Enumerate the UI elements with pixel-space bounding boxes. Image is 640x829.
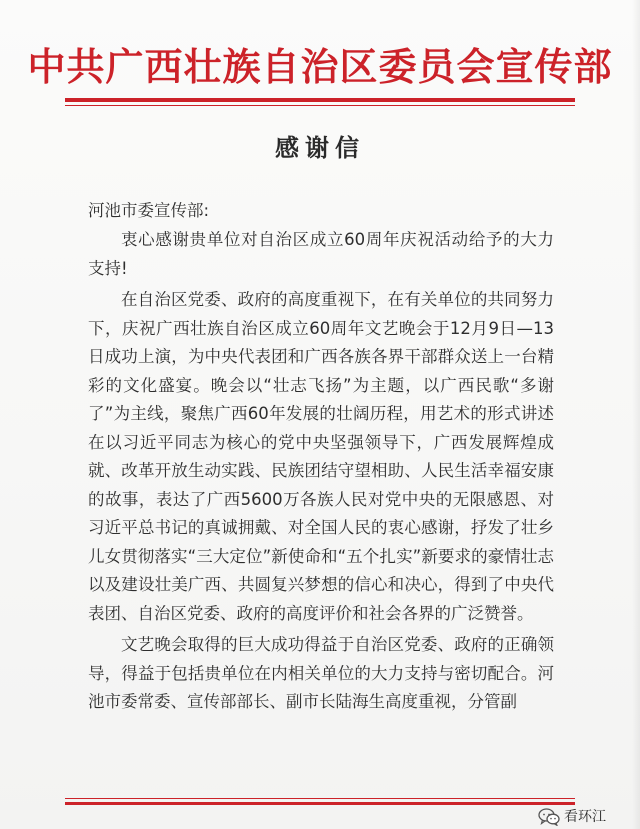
wechat-watermark xyxy=(538,808,606,826)
letterhead-rule-thin xyxy=(65,105,575,106)
letter-body xyxy=(88,226,554,717)
letterhead-rule-thick xyxy=(65,98,575,102)
page-edge-shadow xyxy=(632,0,640,829)
footer-rule-thin xyxy=(65,798,575,799)
letter-salutation: 河池市委宣传部: xyxy=(88,201,210,220)
letterhead-organization: 中共广西壮族自治区委员会宣传部 xyxy=(27,44,613,89)
letter-title: 感谢信 xyxy=(275,133,365,162)
body-paragraph-3: 文艺晚会取得的巨大成功得益于自治区党委、政府的正确领导，得益于包括贵单位在内相关单位的大力支持与密切配合。河池市委常委、宣传部部长、副市长陆海生高度重视，分管副 xyxy=(88,635,554,711)
body-paragraph-1: 衷心感谢贵单位对自治区成立60周年庆祝活动给予的大力支持! xyxy=(88,230,554,278)
footer-rule-thick xyxy=(65,802,575,805)
watermark-text: 看环江 xyxy=(564,809,606,825)
wechat-chat-bubbles-icon xyxy=(538,808,560,826)
body-paragraph-2: 在自治区党委、政府的高度重视下，在有关单位的共同努力下，庆祝广西壮族自治区成立60周年文艺晚会于12月9日—13日成功上演，为中央代表团和广西各族各界干部群众送上一台精彩的文化盛宴。晚会以“壮志飞扬”为主题，以广西民歌“多谢了”为主线，聚焦广西60年发展的壮阔历程，用艺术的形式讲述在以习近平同志为核心的党中央坚强领导下，广西发展辉煌成就、改革开放生动实践、民族团结守望相助、人民生活幸福安康的故事，表达了广西5600万各族人民对党中央的无限感恩、对习近平总书记的真诚拥戴、对全国人民的衷心感谢，抒发了壮乡儿女贯彻落实“三大定位”新使命和“五个扎实”新要求的豪情壮志以及建设壮美广西、共圆复兴梦想的信心和决心，得到了中央代表团、自治区党委、政府的高度评价和社会各界的广泛赞誉。 xyxy=(88,290,554,623)
